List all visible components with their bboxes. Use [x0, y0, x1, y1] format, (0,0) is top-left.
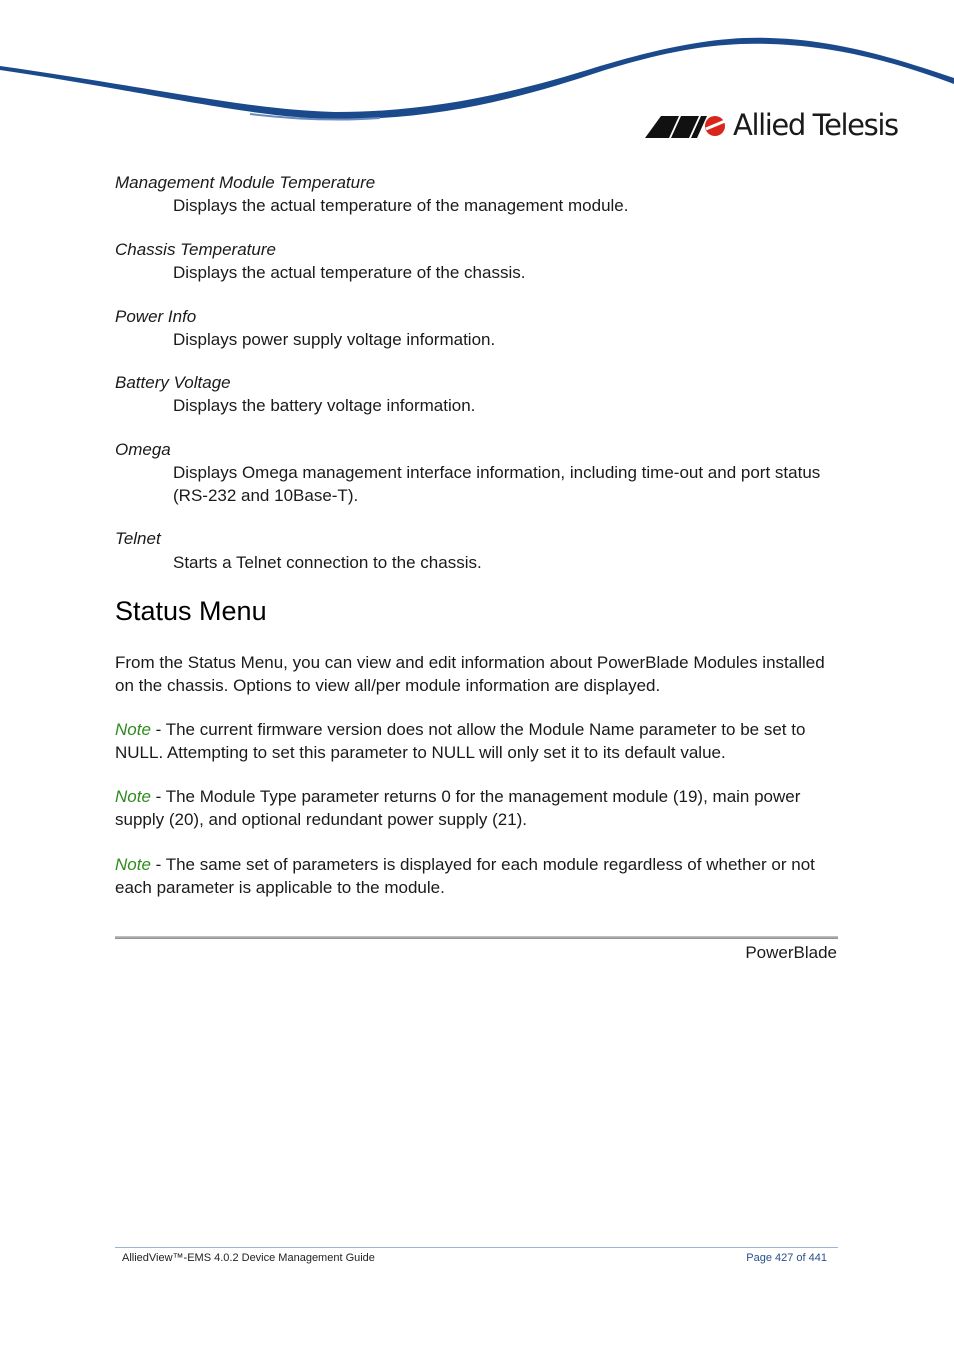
footer-page-number: Page 427 of 441: [746, 1252, 827, 1264]
footer-divider: [115, 1247, 838, 1248]
description-management-module-temperature: Displays the actual temperature of the management module.: [173, 196, 629, 215]
allied-telesis-logo-icon: [645, 114, 727, 140]
term-management-module-temperature: Management Module Temperature: [115, 173, 376, 192]
description-chassis-temperature: Displays the actual temperature of the chassis.: [173, 263, 526, 282]
note-text: - The current firmware version does not allow the Module Name parameter to be set to NULL. Attempting to set this parameter to NULL will only set it to its default value.: [115, 720, 806, 762]
note-text: - The Module Type parameter returns 0 for the management module (19), main power supply (20), and optional redundant power supply (21).: [115, 787, 801, 829]
section-divider: [115, 936, 838, 939]
note-label: Note: [115, 720, 151, 739]
section-heading: Status Menu: [115, 596, 267, 626]
term-omega: Omega: [115, 440, 171, 459]
note-label: Note: [115, 787, 151, 806]
description-telnet: Starts a Telnet connection to the chassis.: [173, 553, 482, 572]
section-footer-label: PowerBlade: [745, 943, 837, 962]
note-firmware: [115, 718, 840, 764]
note-label: Note: [115, 855, 151, 874]
note-parameters: [115, 853, 840, 899]
term-telnet: Telnet: [115, 529, 161, 548]
brand-name: Allied Telesis: [733, 108, 898, 142]
description-battery-voltage: Displays the battery voltage information.: [173, 396, 476, 415]
description-omega: Displays Omega management interface information, including time-out and port status (RS-232 and 10Base-T).: [173, 463, 821, 505]
note-module-type: [115, 785, 840, 831]
term-battery-voltage: Battery Voltage: [115, 373, 231, 392]
description-power-info: Displays power supply voltage information.: [173, 330, 496, 349]
term-chassis-temperature: Chassis Temperature: [115, 240, 276, 259]
section-intro: From the Status Menu, you can view and edit information about PowerBlade Modules installed on the chassis. Options to view all/per module information are displayed.: [115, 653, 825, 695]
note-text: - The same set of parameters is displayed for each module regardless of whether or not each parameter is applicable to the module.: [115, 855, 815, 897]
footer-document-title: AlliedView™-EMS 4.0.2 Device Management Guide: [122, 1252, 375, 1264]
term-power-info: Power Info: [115, 307, 197, 326]
